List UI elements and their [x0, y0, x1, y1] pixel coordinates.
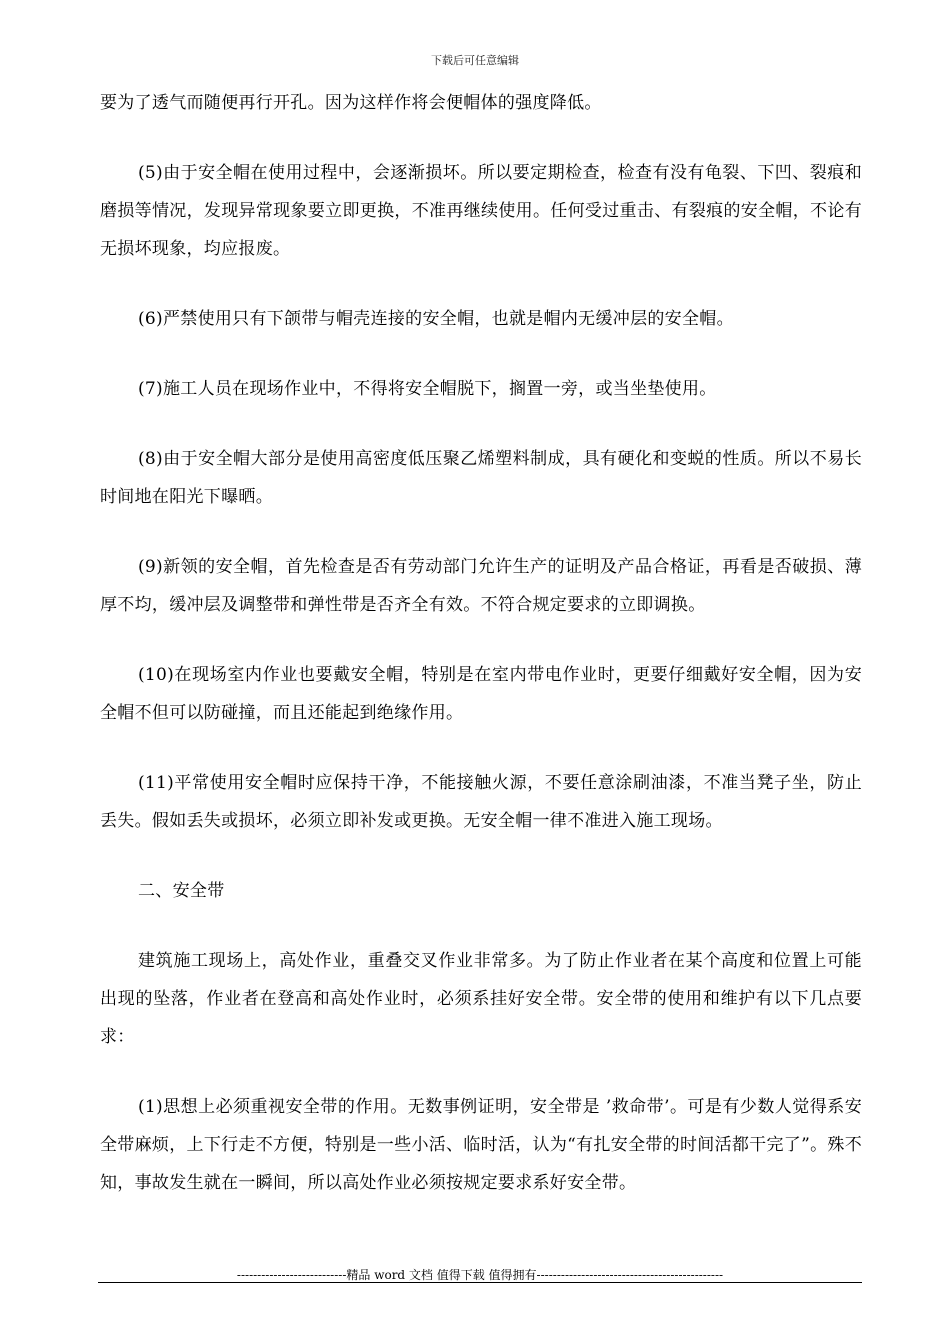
footer-divider	[98, 1282, 862, 1283]
paragraph-item-5: (5)由于安全帽在使用过程中，会逐渐损坏。所以要定期检查，检查有没有龟裂、下凹、裂痕和磨损等情况，发现异常现象要立即更换，不准再继续使用。任何受过重击、有裂痕的安全帽，不论有无损坏现象，均应报废。	[100, 163, 862, 259]
header-note: 下载后可任意编辑	[431, 54, 519, 67]
footer-note: ---------------------------精品 word 文档 值得下载 值得拥有----------------------------------------------	[236, 1268, 724, 1282]
paragraph-item-11: (11)平常使用安全帽时应保持干净，不能接触火源，不要任意涂刷油漆，不准当凳子坐，防止丢失。假如丢失或损坏，必须立即补发或更换。无安全帽一律不准进入施工现场。	[100, 773, 862, 831]
paragraph-continuation: 要为了透气而随便再行开孔。因为这样作将会便帽体的强度降低。	[100, 93, 602, 113]
paragraph-belt-item-1: (1)思想上必须重视安全带的作用。无数事例证明，安全带是 ’救命带’。可是有少数人觉得系安全带麻烦，上下行走不方便，特别是一些小活、临时活，认为“有扎安全带的时间活都干完了”。殊不知，事故发生就在一瞬间，所以高处作业必须按规定要求系好安全带。	[100, 1097, 862, 1193]
paragraph-item-10: (10)在现场室内作业也要戴安全帽，特别是在室内带电作业时，更要仔细戴好安全帽，因为安全帽不但可以防碰撞，而且还能起到绝缘作用。	[100, 665, 862, 723]
paragraph-item-8: (8)由于安全帽大部分是使用高密度低压聚乙烯塑料制成，具有硬化和变蜕的性质。所以不易长时间地在阳光下曝晒。	[100, 449, 862, 507]
paragraph-item-6: (6)严禁使用只有下颌带与帽壳连接的安全帽，也就是帽内无缓冲层的安全帽。	[138, 309, 734, 329]
paragraph-item-7: (7)施工人员在现场作业中，不得将安全帽脱下，搁置一旁，或当坐垫使用。	[138, 379, 717, 399]
paragraph-safety-belt-intro: 建筑施工现场上，高处作业，重叠交叉作业非常多。为了防止作业者在某个高度和位置上可能出现的坠落，作业者在登高和高处作业时，必须系挂好安全带。安全带的使用和维护有以下几点要求：	[100, 951, 862, 1047]
document-body	[100, 84, 862, 1234]
section-heading-safety-belt: 二、安全带	[138, 881, 225, 901]
paragraph-item-9: (9)新领的安全帽，首先检查是否有劳动部门允许生产的证明及产品合格证，再看是否破损、薄厚不均，缓冲层及调整带和弹性带是否齐全有效。不符合规定要求的立即调换。	[100, 557, 862, 615]
